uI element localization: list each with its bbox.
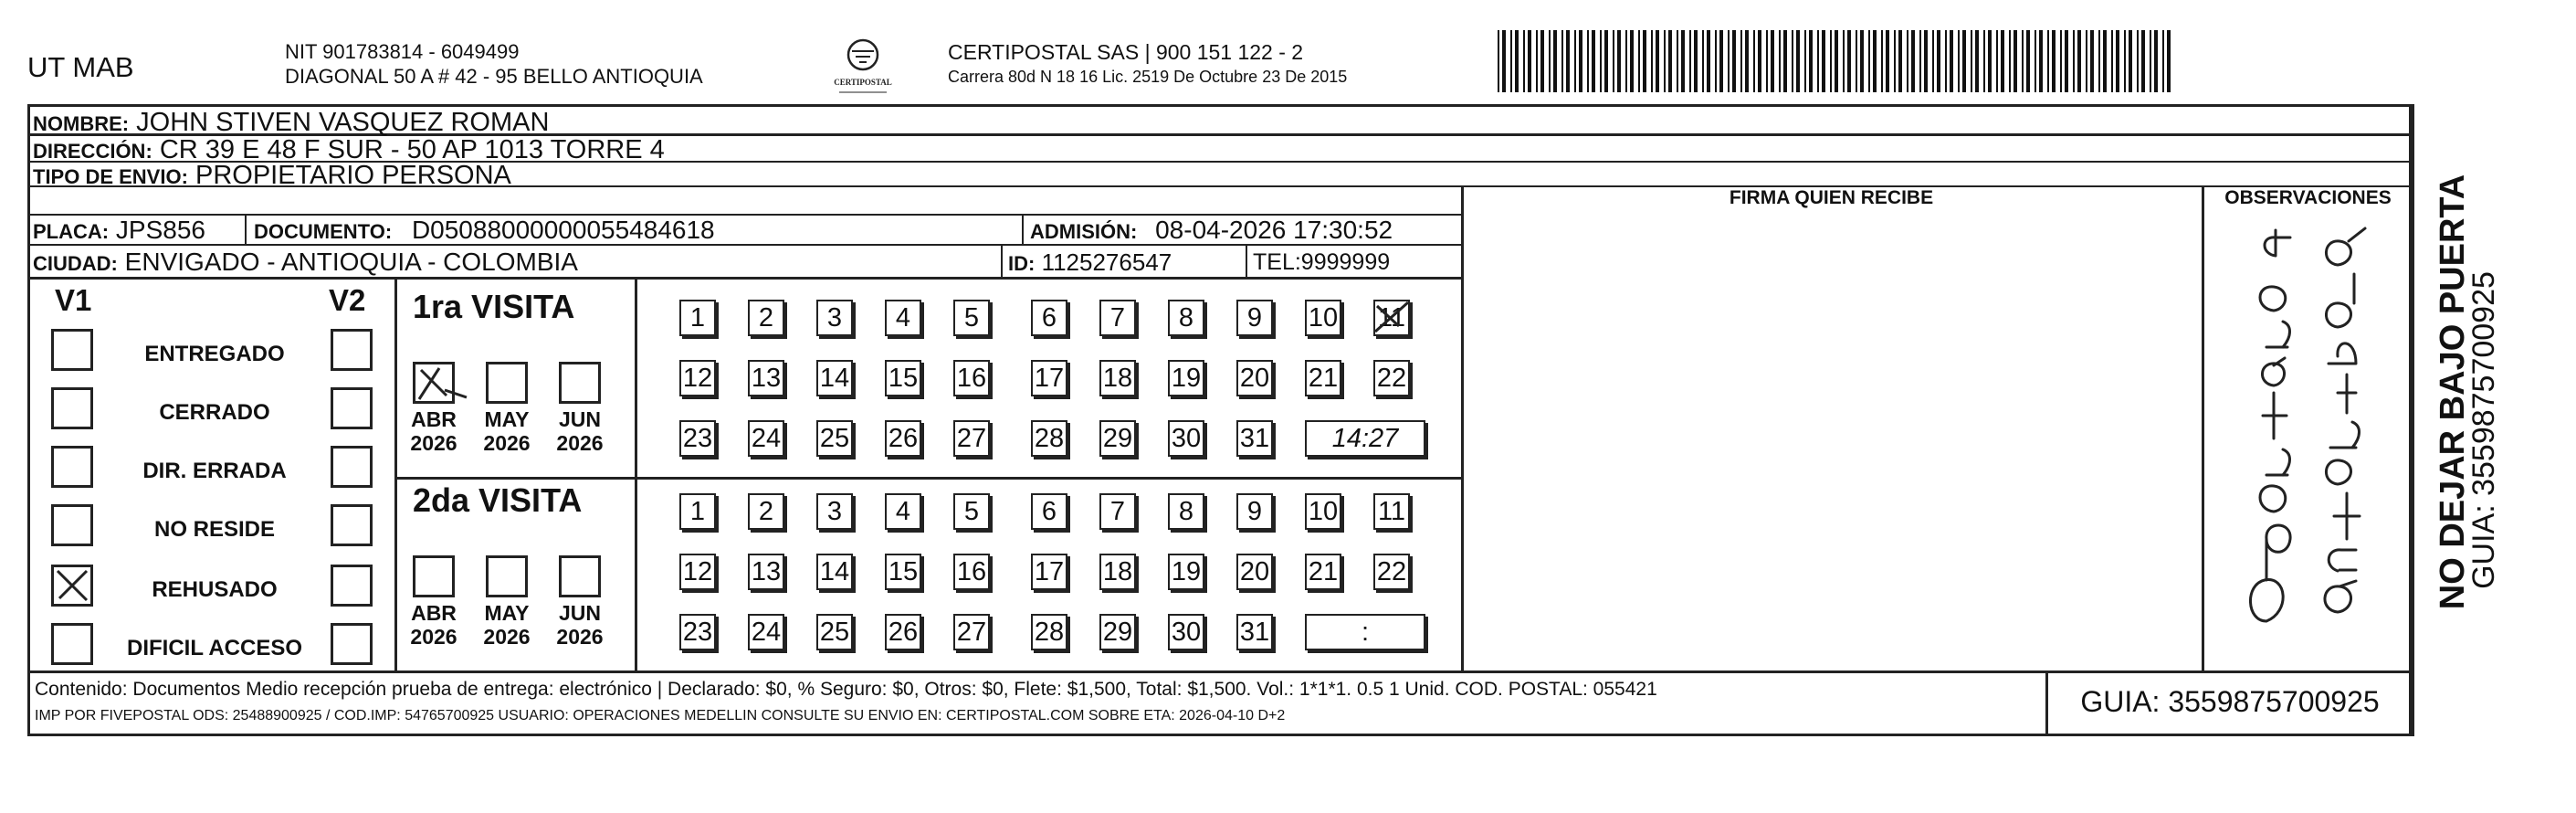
barcode-bar [2026, 30, 2030, 92]
visit1-day-box[interactable]: 20 [1236, 360, 1273, 396]
barcode-bar [1924, 30, 1928, 92]
status-v1-checkbox[interactable] [51, 565, 93, 607]
visit2-day-box[interactable]: 21 [1305, 554, 1341, 590]
observations-handwriting [2219, 219, 2402, 658]
barcode-bar [1830, 30, 1832, 92]
barcode-bar [1510, 30, 1512, 92]
visit1-day-box[interactable]: 6 [1031, 300, 1067, 336]
id-value: 1125276547 [1041, 248, 1172, 276]
barcode-bar [1886, 30, 1889, 92]
barcode-bar [1574, 30, 1576, 92]
visit2-day-box[interactable]: 3 [816, 493, 853, 530]
visit1-title: 1ra VISITA [413, 288, 575, 325]
city-value: ENVIGADO - ANTIOQUIA - COLOMBIA [124, 248, 578, 276]
barcode-bar [1937, 30, 1940, 92]
barcode-bar [2035, 30, 2036, 92]
barcode-bar [1528, 30, 1531, 92]
barcode-bar [1958, 30, 1960, 92]
visit1-day-box[interactable]: 10 [1305, 300, 1341, 336]
status-label: DIFICIL ACCESO [126, 636, 302, 660]
visit1-day-box[interactable]: 2 [748, 300, 784, 336]
visit1-day-box[interactable]: 15 [885, 360, 921, 396]
barcode-bar [2154, 30, 2158, 92]
barcode-bar [1894, 30, 1896, 92]
visit2-day-box[interactable]: 13 [748, 554, 784, 590]
status-v2-checkbox[interactable] [331, 504, 373, 546]
visit1-day-box[interactable]: 4 [885, 300, 921, 336]
barcode-bar [2060, 30, 2062, 92]
barcode-bar [2009, 30, 2011, 92]
footer-guide: GUIA: 3559875700925 [2080, 685, 2380, 718]
visit2-day-box[interactable]: 8 [1168, 493, 1204, 530]
barcode-bar [2022, 30, 2024, 92]
barcode [1498, 30, 2178, 92]
visit2-day-box[interactable]: 30 [1168, 614, 1204, 650]
status-v1-checkbox[interactable] [51, 329, 93, 371]
barcode-bar [1651, 30, 1653, 92]
status-label: NO RESIDE [153, 517, 276, 542]
barcode-bar [1707, 30, 1710, 92]
barcode-bar [2001, 30, 2004, 92]
v1-header: V1 [55, 283, 92, 317]
visit2-day-box[interactable]: 24 [748, 614, 784, 650]
barcode-bar [1758, 30, 1761, 92]
visit2-time-box[interactable]: : [1305, 614, 1425, 650]
v2-header: V2 [329, 283, 366, 317]
type-label: TIPO DE ENVIO: [33, 165, 188, 188]
barcode-bar [1962, 30, 1966, 92]
visit2-month-label: JUN 2026 [556, 601, 604, 649]
visit1-month-checkbox[interactable] [413, 362, 455, 404]
visit1-day-box[interactable]: 8 [1168, 300, 1204, 336]
visit1-day-box[interactable]: 17 [1031, 360, 1067, 396]
barcode-bar [1996, 30, 1998, 92]
tel-value: TEL:9999999 [1253, 249, 1391, 275]
status-v1-checkbox[interactable] [51, 446, 93, 488]
visit2-day-box[interactable]: 12 [679, 554, 716, 590]
shipment-type: PROPIETARIO PERSONA [195, 161, 511, 190]
barcode-bar [1592, 30, 1595, 92]
barcode-bar [1843, 30, 1845, 92]
barcode-bar [1553, 30, 1557, 92]
barcode-bar [1792, 30, 1793, 92]
visit1-day-box[interactable]: 1 [679, 300, 716, 336]
barcode-bar [1604, 30, 1608, 92]
barcode-bar [1873, 30, 1877, 92]
visit2-day-box[interactable]: 25 [816, 614, 853, 650]
barcode-bar [1835, 30, 1838, 92]
visit1-day-box[interactable]: 13 [748, 360, 784, 396]
barcode-bar [1809, 30, 1813, 92]
visit2-month-checkbox[interactable] [486, 555, 528, 597]
visit2-day-box[interactable]: 31 [1236, 614, 1273, 650]
admission-value: 08-04-2026 17:30:52 [1155, 216, 1393, 244]
visit2-day-box[interactable]: 9 [1236, 493, 1273, 530]
visit1-month-checkbox[interactable] [559, 362, 601, 404]
visit1-day-box[interactable]: 5 [953, 300, 990, 336]
visit2-day-box[interactable]: 26 [885, 614, 921, 650]
visit2-day-box[interactable]: 29 [1099, 614, 1136, 650]
visit1-day-box[interactable]: 26 [885, 420, 921, 457]
barcode-bar [2052, 30, 2056, 92]
barcode-bar [1536, 30, 1538, 92]
barcode-bar [1677, 30, 1678, 92]
visit2-day-box[interactable]: 15 [885, 554, 921, 590]
sender-address: DIAGONAL 50 A # 42 - 95 BELLO ANTIOQUIA [285, 65, 703, 88]
id-label: ID: [1008, 252, 1036, 275]
visit2-title: 2da VISITA [413, 481, 583, 519]
barcode-bar [1796, 30, 1800, 92]
visit2-day-box[interactable]: 27 [953, 614, 990, 650]
barcode-bar [1740, 30, 1742, 92]
barcode-bar [1971, 30, 1972, 92]
visit1-day-box[interactable]: 21 [1305, 360, 1341, 396]
visit1-day-box[interactable]: 19 [1168, 360, 1204, 396]
barcode-bar [2073, 30, 2075, 92]
barcode-bar [1523, 30, 1525, 92]
barcode-bar [1745, 30, 1749, 92]
recipient-address: CR 39 E 48 F SUR - 50 AP 1013 TORRE 4 [159, 135, 665, 164]
sender-company: UT MAB [27, 51, 134, 83]
carrier-address: Carrera 80d N 18 16 Lic. 2519 De Octubre 23 De 2015 [948, 68, 1348, 86]
barcode-bar [1728, 30, 1730, 92]
barcode-bar [1643, 30, 1646, 92]
visit2-month-label: ABR 2026 [410, 601, 457, 649]
visit2-day-box[interactable]: 4 [885, 493, 921, 530]
barcode-bar [1766, 30, 1768, 92]
barcode-bar [1600, 30, 1602, 92]
visit2-month-checkbox[interactable] [413, 555, 455, 597]
visit2-day-box[interactable]: 23 [679, 614, 716, 650]
barcode-bar [1950, 30, 1953, 92]
footer-imp: IMP POR FIVEPOSTAL ODS: 25488900925 / COD.IMP: 54765700925 USUARIO: OPERACIONES MEDELLIN CONSULTE SU ENVIO EN: CERTIPOSTAL.COM SOBRE ETA: 2026-04-10 D+2 [35, 708, 1286, 723]
barcode-bar [1638, 30, 1640, 92]
visit2-day-box[interactable]: 1 [679, 493, 716, 530]
visit2-day-box[interactable]: 22 [1373, 554, 1410, 590]
visit1-time-box[interactable]: 14:27 [1305, 420, 1425, 457]
status-v2-checkbox[interactable] [331, 329, 373, 371]
barcode-bar [1715, 30, 1717, 92]
admission-label: ADMISIÓN: [1030, 220, 1138, 243]
barcode-bar [1617, 30, 1621, 92]
status-label: CERRADO [159, 400, 270, 425]
visit2-month-label: MAY 2026 [483, 601, 531, 649]
barcode-bar [1587, 30, 1589, 92]
barcode-bar [1868, 30, 1870, 92]
barcode-bar [1907, 30, 1908, 92]
visit1-month-label: JUN 2026 [556, 407, 604, 455]
doc-value: D05088000000055484618 [411, 216, 715, 244]
visit2-day-box[interactable]: 20 [1236, 554, 1273, 590]
barcode-bar [1681, 30, 1685, 92]
barcode-bar [2086, 30, 2087, 92]
barcode-bar [2116, 30, 2119, 92]
carrier-name: CERTIPOSTAL SAS | 900 151 122 - 2 [948, 40, 1304, 64]
barcode-bar [1898, 30, 1902, 92]
signature-header: FIRMA QUIEN RECIBE [1729, 187, 1934, 208]
side-text [2418, 104, 2501, 736]
barcode-bar [2047, 30, 2049, 92]
barcode-bar [1945, 30, 1947, 92]
visit1-day-box[interactable]: 27 [953, 420, 990, 457]
visit1-day-box[interactable]: 30 [1168, 420, 1204, 457]
visit2-day-box[interactable]: 14 [816, 554, 853, 590]
barcode-bar [2103, 30, 2107, 92]
visit1-day-box[interactable]: 12 [679, 360, 716, 396]
barcode-bar [1579, 30, 1582, 92]
status-label: ENTREGADO [144, 342, 285, 366]
observations-header: OBSERVACIONES [2224, 187, 2392, 208]
barcode-bar [1630, 30, 1634, 92]
barcode-bar [1694, 30, 1698, 92]
barcode-bar [1656, 30, 1659, 92]
barcode-bar [1988, 30, 1992, 92]
sender-nit: NIT 901783814 - 6049499 [285, 40, 520, 63]
barcode-bar [1822, 30, 1825, 92]
barcode-bar [1919, 30, 1921, 92]
status-v2-checkbox[interactable] [331, 446, 373, 488]
plate-value: JPS856 [115, 216, 205, 244]
visit2-day-box[interactable]: 5 [953, 493, 990, 530]
barcode-bar [2090, 30, 2094, 92]
barcode-bar [1540, 30, 1544, 92]
barcode-bar [1664, 30, 1666, 92]
visit2-month-checkbox[interactable] [559, 555, 601, 597]
barcode-bar [1613, 30, 1614, 92]
status-v1-checkbox[interactable] [51, 387, 93, 429]
status-v1-checkbox[interactable] [51, 623, 93, 665]
barcode-bar [1860, 30, 1864, 92]
side-guide: GUIA: 3559875700925 [2466, 271, 2501, 589]
visit1-day-box[interactable]: 23 [679, 420, 716, 457]
status-v2-checkbox[interactable] [331, 623, 373, 665]
visit1-day-box[interactable]: 11 [1373, 300, 1410, 336]
status-v2-checkbox[interactable] [331, 387, 373, 429]
barcode-bar [1753, 30, 1755, 92]
barcode-bar [1625, 30, 1627, 92]
barcode-bar [2124, 30, 2126, 92]
barcode-bar [1549, 30, 1551, 92]
barcode-bar [1847, 30, 1851, 92]
visit2-day-box[interactable]: 11 [1373, 493, 1410, 530]
barcode-bar [1771, 30, 1774, 92]
barcode-bar [2162, 30, 2164, 92]
barcode-bar [1783, 30, 1787, 92]
visit1-day-box[interactable]: 16 [953, 360, 990, 396]
visit1-day-box[interactable]: 18 [1099, 360, 1136, 396]
barcode-bar [1719, 30, 1723, 92]
barcode-bar [1804, 30, 1806, 92]
visit1-day-box[interactable]: 22 [1373, 360, 1410, 396]
barcode-bar [2039, 30, 2043, 92]
visit1-day-box[interactable]: 31 [1236, 420, 1273, 457]
visit2-day-box[interactable]: 10 [1305, 493, 1341, 530]
visit2-day-box[interactable]: 6 [1031, 493, 1067, 530]
visit1-month-label: MAY 2026 [483, 407, 531, 455]
barcode-bar [1668, 30, 1672, 92]
visit1-day-box[interactable]: 9 [1236, 300, 1273, 336]
barcode-bar [2111, 30, 2113, 92]
name-label: NOMBRE: [33, 112, 130, 135]
certipostal-logo [826, 35, 899, 100]
barcode-bar [1817, 30, 1819, 92]
barcode-bar [2129, 30, 2132, 92]
visit2-day-box[interactable]: 2 [748, 493, 784, 530]
address-label: DIRECCIÓN: [33, 140, 152, 163]
barcode-bar [1983, 30, 1985, 92]
footer-content: Contenido: Documentos Medio recepción prueba de entrega: electrónico | Declarado: $0, % Seguro: $0, Otros: $0, Flete: $1,500, Total: $1,500. Vol.: 1*1*1. 0.5 1 Unid. COD. POSTAL: 055421 [35, 679, 1657, 700]
barcode-bar [2077, 30, 2081, 92]
barcode-bar [1881, 30, 1883, 92]
logo-text: CERTIPOSTAL [834, 78, 892, 87]
city-label: CIUDAD: [33, 252, 118, 275]
barcode-bar [1561, 30, 1563, 92]
barcode-bar [1515, 30, 1519, 92]
barcode-bar [2137, 30, 2139, 92]
barcode-bar [1566, 30, 1570, 92]
barcode-bar [1498, 30, 1499, 92]
status-label: REHUSADO [152, 577, 278, 602]
status-v1-checkbox[interactable] [51, 504, 93, 546]
visit1-day-box[interactable]: 14 [816, 360, 853, 396]
barcode-bar [1689, 30, 1691, 92]
barcode-bar [1975, 30, 1979, 92]
visit1-day-box[interactable]: 3 [816, 300, 853, 336]
side-warning: NO DEJAR BAJO PUERTA [2434, 174, 2472, 610]
visit1-day-box[interactable]: 28 [1031, 420, 1067, 457]
plate-label: PLACA: [33, 220, 110, 243]
visit1-month-checkbox[interactable] [486, 362, 528, 404]
barcode-bar [2141, 30, 2145, 92]
barcode-bar [2150, 30, 2151, 92]
barcode-bar [2098, 30, 2100, 92]
barcode-bar [1911, 30, 1915, 92]
barcode-bar [2167, 30, 2171, 92]
doc-label: DOCUMENTO: [254, 220, 393, 243]
visit1-month-label: ABR 2026 [410, 407, 457, 455]
visit1-day-box[interactable]: 24 [748, 420, 784, 457]
visit1-day-box[interactable]: 7 [1099, 300, 1136, 336]
barcode-bar [1779, 30, 1781, 92]
barcode-bar [2065, 30, 2068, 92]
visit2-day-box[interactable]: 28 [1031, 614, 1067, 650]
visit2-day-box[interactable]: 17 [1031, 554, 1067, 590]
visit2-day-box[interactable]: 18 [1099, 554, 1136, 590]
barcode-bar [2013, 30, 2017, 92]
recipient-name: JOHN STIVEN VASQUEZ ROMAN [136, 108, 550, 137]
barcode-bar [1932, 30, 1934, 92]
barcode-bar [1856, 30, 1857, 92]
visit1-day-box[interactable]: 25 [816, 420, 853, 457]
status-v2-checkbox[interactable] [331, 565, 373, 607]
status-label: DIR. ERRADA [142, 459, 287, 483]
barcode-bar [1502, 30, 1506, 92]
visit2-day-box[interactable]: 19 [1168, 554, 1204, 590]
visit2-day-box[interactable]: 16 [953, 554, 990, 590]
barcode-bar [1702, 30, 1704, 92]
visit1-day-box[interactable]: 29 [1099, 420, 1136, 457]
barcode-bar [1732, 30, 1736, 92]
visit2-day-box[interactable]: 7 [1099, 493, 1136, 530]
